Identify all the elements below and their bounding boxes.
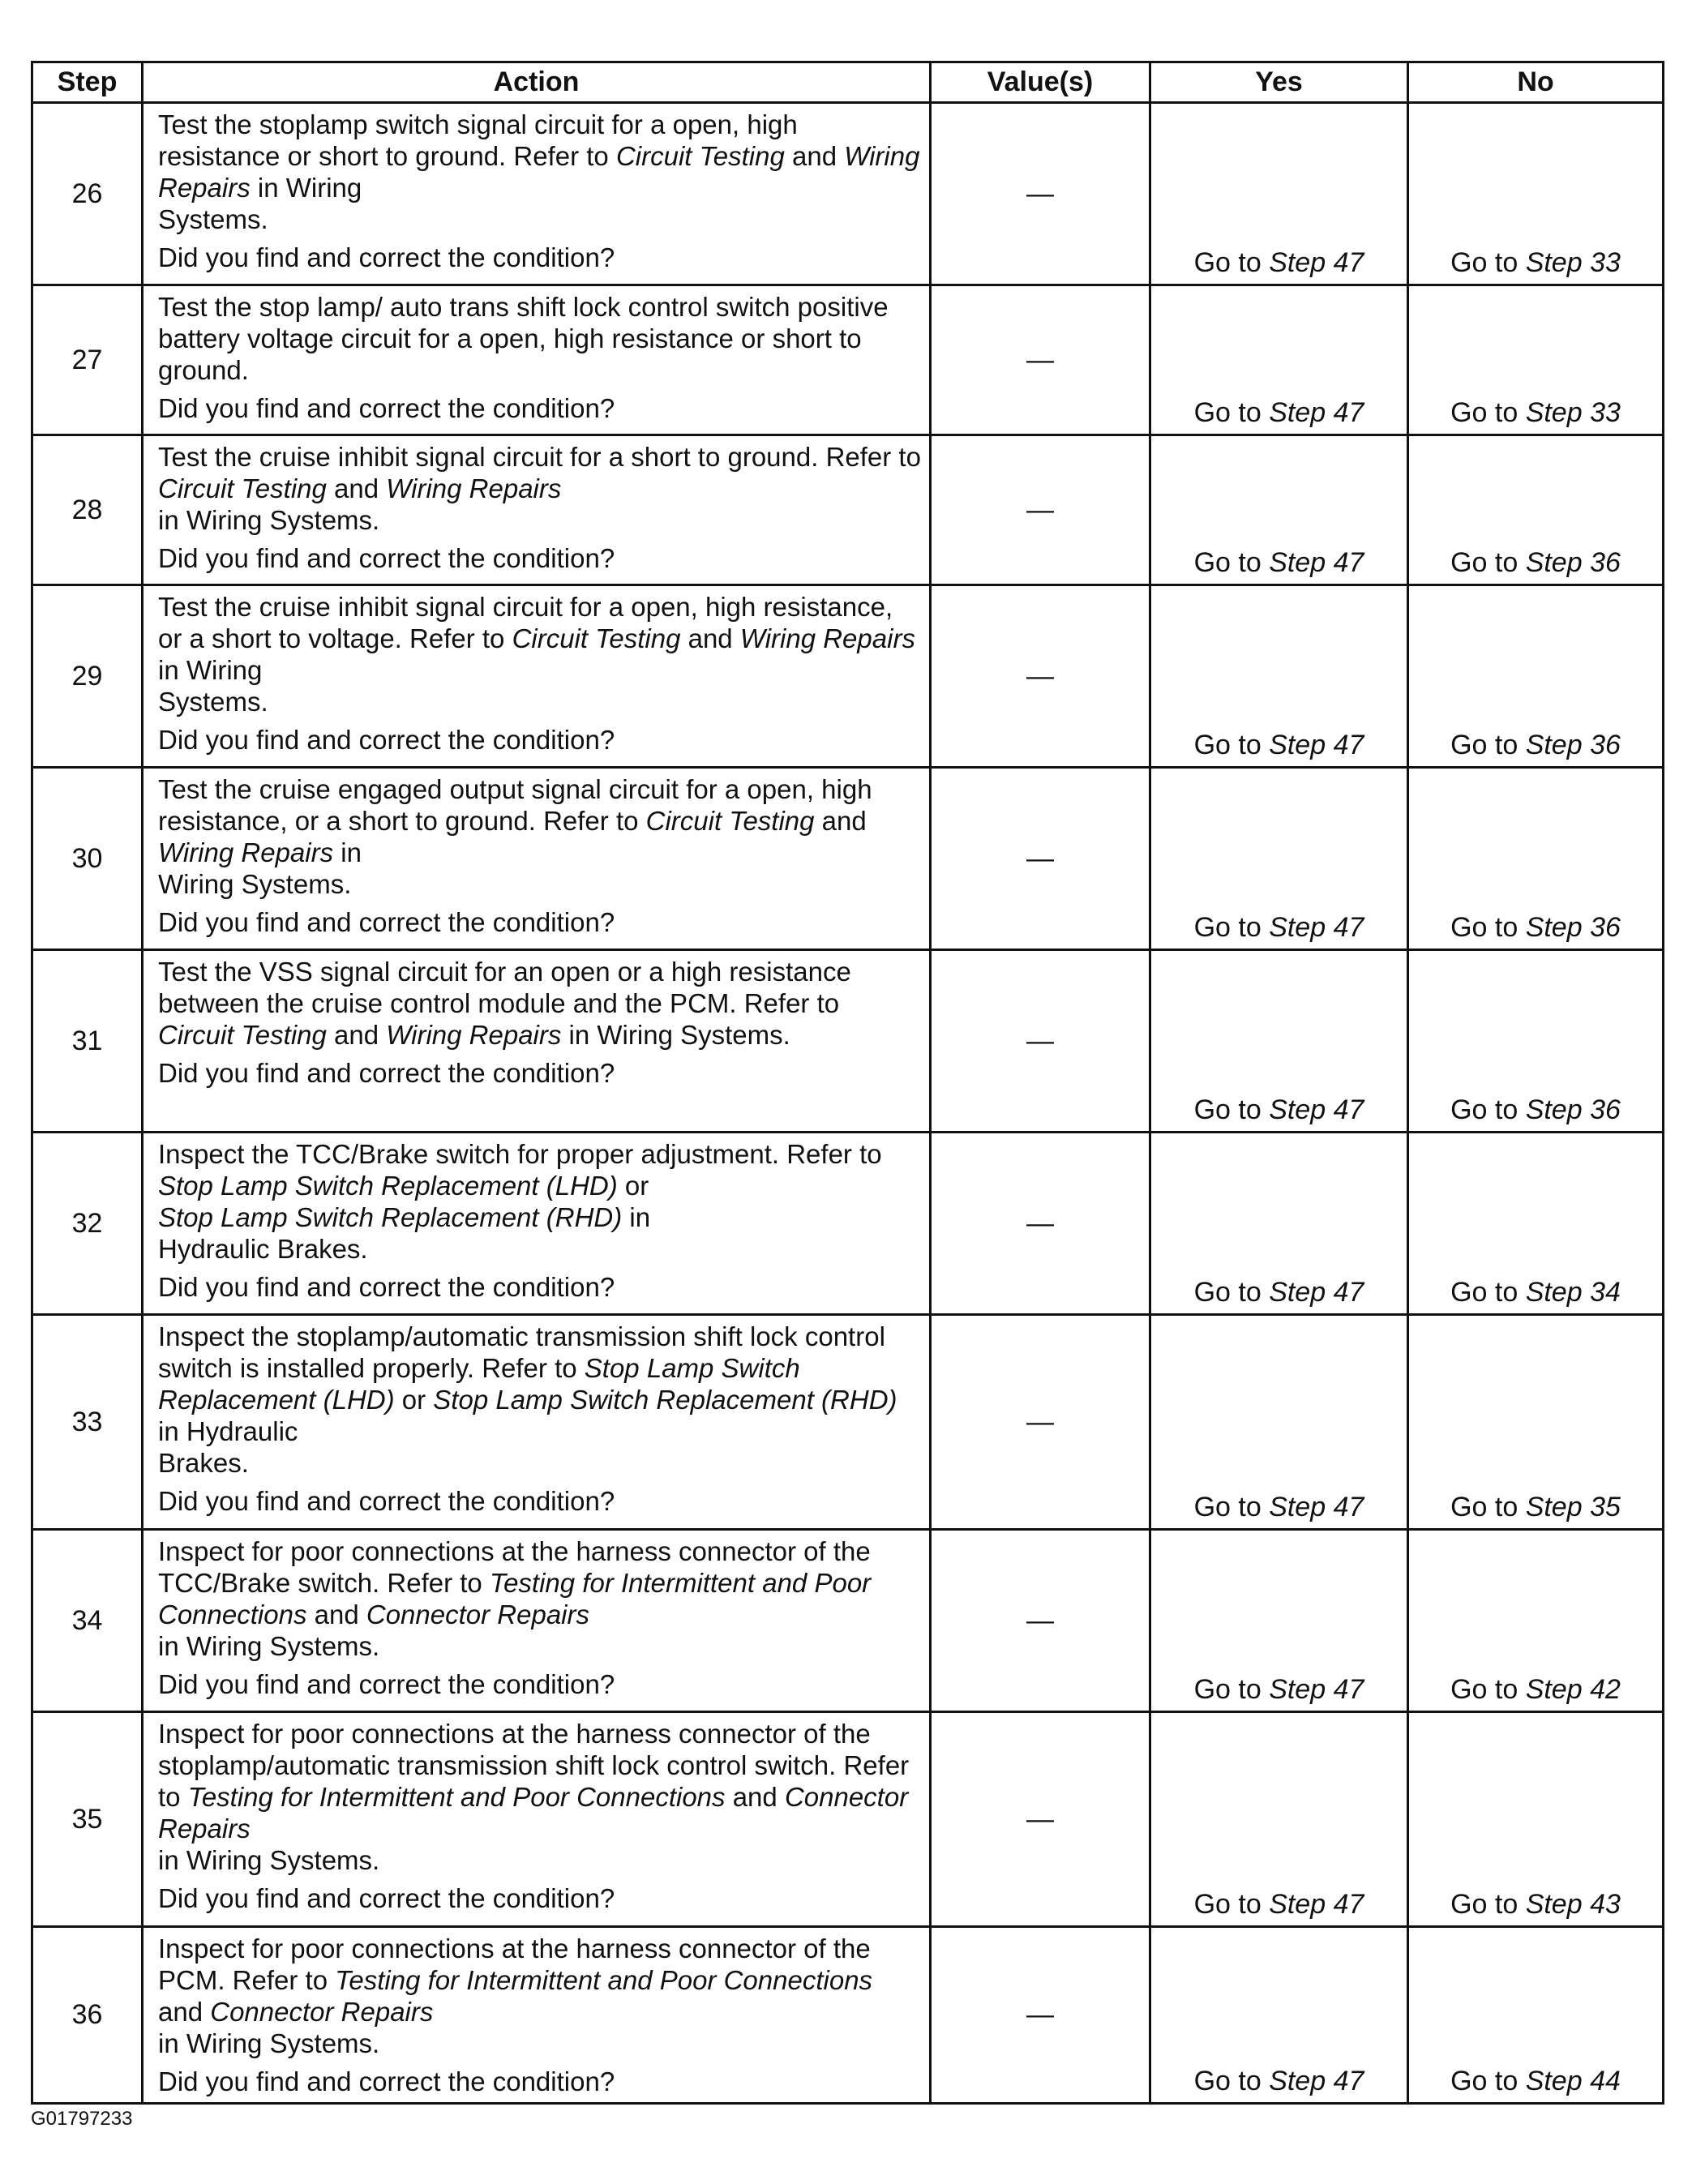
action-cell (143, 1133, 931, 1315)
no-step-ref: Step 43 (1525, 1889, 1621, 1920)
action-text: Inspect for poor connections at the harness connector of the PCM. Refer to Testing for Intermittent and Poor Connections and Connector Repairs in Wiring Systems. (158, 1933, 873, 2058)
action-question: Did you find and correct the condition? (158, 543, 615, 573)
table-row (32, 103, 1664, 285)
no-step-ref: Step 36 (1525, 912, 1621, 943)
no-cell: Go to Step 34 (1408, 1133, 1664, 1315)
no-step-ref: Step 36 (1525, 730, 1621, 760)
action-cell (143, 103, 931, 285)
action-text: Test the cruise inhibit signal circuit for a short to ground. Refer to Circuit Testing and Wiring Repairs in Wiring Systems. (158, 442, 921, 535)
figure-code: G01797233 (31, 2108, 133, 2130)
reference-link: Stop Lamp Switch Replacement (RHD) (158, 1202, 623, 1232)
table-header (32, 62, 1664, 103)
reference-link: Circuit Testing (158, 473, 327, 503)
yes-cell: Go to Step 47 (1150, 585, 1408, 768)
action-cell (143, 585, 931, 768)
yes-step-ref: Step 47 (1269, 730, 1364, 760)
reference-link: Circuit Testing (615, 141, 785, 171)
reference-link: Connector Repairs (210, 1997, 434, 2027)
no-step-ref: Step 36 (1525, 1094, 1621, 1125)
no-step-ref: Step 33 (1525, 247, 1621, 278)
yes-cell: Go to Step 47 (1150, 1927, 1408, 2104)
no-step-ref: Step 35 (1525, 1492, 1621, 1522)
reference-link: Wiring Repairs (158, 837, 334, 867)
reference-link: Wiring Repairs (739, 623, 915, 653)
no-cell: Go to Step 44 (1408, 1927, 1664, 2104)
no-cell: Go to Step 36 (1408, 950, 1664, 1133)
action-question: Did you find and correct the condition? (158, 1058, 615, 1088)
action-question: Did you find and correct the condition? (158, 393, 615, 423)
no-cell: Go to Step 36 (1408, 768, 1664, 950)
reference-link: Connector Repairs (158, 1782, 909, 1844)
value-cell: — (931, 950, 1150, 1133)
no-step-ref: Step 33 (1525, 397, 1621, 428)
step-cell: 32 (32, 1133, 143, 1315)
no-cell: Go to Step 36 (1408, 585, 1664, 768)
yes-step-ref: Step 47 (1269, 1492, 1364, 1522)
reference-link: Circuit Testing (512, 623, 681, 653)
value-cell: — (931, 1712, 1150, 1927)
yes-cell: Go to Step 47 (1150, 950, 1408, 1133)
yes-cell: Go to Step 47 (1150, 103, 1408, 285)
action-cell (143, 1927, 931, 2104)
header-step: Step (32, 62, 143, 103)
action-cell (143, 768, 931, 950)
action-cell (143, 1530, 931, 1712)
action-question: Did you find and correct the condition? (158, 1272, 615, 1302)
table-row (32, 1530, 1664, 1712)
reference-link: Stop Lamp Switch Replacement (LHD) (158, 1353, 800, 1415)
action-question: Did you find and correct the condition? (158, 242, 615, 272)
action-cell (143, 1712, 931, 1927)
no-cell: Go to Step 33 (1408, 103, 1664, 285)
reference-link: Stop Lamp Switch Replacement (LHD) (158, 1171, 618, 1201)
reference-link: Wiring Repairs (386, 473, 562, 503)
action-question: Did you find and correct the condition? (158, 1486, 615, 1516)
action-text: Inspect for poor connections at the harness connector of the TCC/Brake switch. Refer to Testing for Intermittent and Poor Connections and Connector Repairs in Wiring Systems. (158, 1536, 872, 1661)
yes-cell: Go to Step 47 (1150, 1315, 1408, 1530)
header-yes: Yes (1150, 62, 1408, 103)
value-cell: — (931, 585, 1150, 768)
yes-step-ref: Step 47 (1269, 1889, 1364, 1920)
header-no: No (1408, 62, 1664, 103)
action-question: Did you find and correct the condition? (158, 1883, 615, 1913)
header-values: Value(s) (931, 62, 1150, 103)
yes-step-ref: Step 47 (1269, 397, 1364, 428)
value-cell: — (931, 1133, 1150, 1315)
value-cell: — (931, 1530, 1150, 1712)
step-cell: 29 (32, 585, 143, 768)
reference-link: Testing for Intermittent and Poor Connections (335, 1965, 873, 1995)
action-text: Inspect the TCC/Brake switch for proper adjustment. Refer to Stop Lamp Switch Replacement (LHD) or Stop Lamp Switch Replacement (RHD) in Hydraulic Brakes. (158, 1139, 882, 1264)
no-cell: Go to Step 43 (1408, 1712, 1664, 1927)
action-cell (143, 285, 931, 435)
no-step-ref: Step 36 (1525, 547, 1621, 578)
reference-link: Testing for Intermittent and Poor Connections (158, 1568, 872, 1629)
reference-link: Circuit Testing (158, 1020, 327, 1050)
action-cell (143, 950, 931, 1133)
yes-step-ref: Step 47 (1269, 247, 1364, 278)
action-question: Did you find and correct the condition? (158, 2066, 615, 2096)
reference-link: Connector Repairs (366, 1599, 589, 1629)
step-cell: 28 (32, 435, 143, 585)
yes-step-ref: Step 47 (1269, 912, 1364, 943)
table-row (32, 285, 1664, 435)
no-step-ref: Step 44 (1525, 2066, 1621, 2096)
yes-step-ref: Step 47 (1269, 1277, 1364, 1308)
action-text: Test the stop lamp/ auto trans shift lock control switch positive battery voltage circuit for a open, high resistance or short to ground. (158, 292, 889, 385)
action-text: Inspect for poor connections at the harness connector of the stoplamp/automatic transmission shift lock control switch. Refer to Testing for Intermittent and Poor Connections and Connector Repairs in Wiring Systems. (158, 1719, 910, 1875)
value-cell: — (931, 1315, 1150, 1530)
no-cell: Go to Step 42 (1408, 1530, 1664, 1712)
value-cell: — (931, 285, 1150, 435)
reference-link: Circuit Testing (645, 806, 815, 836)
action-cell (143, 435, 931, 585)
table-row (32, 585, 1664, 768)
step-cell: 33 (32, 1315, 143, 1530)
action-text: Test the cruise engaged output signal circuit for a open, high resistance, or a short to ground. Refer to Circuit Testing and Wiring Repairs in Wiring Systems. (158, 774, 872, 899)
step-cell: 26 (32, 103, 143, 285)
yes-cell: Go to Step 47 (1150, 1530, 1408, 1712)
action-cell (143, 1315, 931, 1530)
action-text: Test the cruise inhibit signal circuit for a open, high resistance, or a short to voltage. Refer to Circuit Testing and Wiring Repairs in Wiring Systems. (158, 592, 915, 717)
step-cell: 27 (32, 285, 143, 435)
value-cell: — (931, 1927, 1150, 2104)
yes-step-ref: Step 47 (1269, 2066, 1364, 2096)
reference-link: Testing for Intermittent and Poor Connections (187, 1782, 726, 1812)
step-cell: 30 (32, 768, 143, 950)
yes-step-ref: Step 47 (1269, 1674, 1364, 1705)
action-text: Test the VSS signal circuit for an open or a high resistance between the cruise control module and the PCM. Refer to Circuit Testing and Wiring Repairs in Wiring Systems. (158, 957, 851, 1050)
step-cell: 34 (32, 1530, 143, 1712)
yes-cell: Go to Step 47 (1150, 768, 1408, 950)
no-cell: Go to Step 36 (1408, 435, 1664, 585)
table-row (32, 1133, 1664, 1315)
action-question: Did you find and correct the condition? (158, 907, 615, 937)
yes-cell: Go to Step 47 (1150, 1133, 1408, 1315)
step-cell: 31 (32, 950, 143, 1133)
yes-cell: Go to Step 47 (1150, 285, 1408, 435)
table-row (32, 768, 1664, 950)
no-cell: Go to Step 35 (1408, 1315, 1664, 1530)
yes-step-ref: Step 47 (1269, 547, 1364, 578)
no-step-ref: Step 34 (1525, 1277, 1621, 1308)
no-step-ref: Step 42 (1525, 1674, 1621, 1705)
action-question: Did you find and correct the condition? (158, 1669, 615, 1699)
action-text: Test the stoplamp switch signal circuit for a open, high resistance or short to ground. Refer to Circuit Testing and Wiring Repairs in Wiring Systems. (158, 109, 920, 234)
diagnostic-table (31, 61, 1664, 2105)
reference-link: Wiring Repairs (386, 1020, 562, 1050)
action-question: Did you find and correct the condition? (158, 725, 615, 755)
table-row (32, 1315, 1664, 1530)
table-row (32, 1712, 1664, 1927)
step-cell: 35 (32, 1712, 143, 1927)
reference-link: Wiring Repairs (158, 141, 920, 203)
step-cell: 36 (32, 1927, 143, 2104)
no-cell: Go to Step 33 (1408, 285, 1664, 435)
table-body (32, 103, 1664, 2104)
action-text: Inspect the stoplamp/automatic transmission shift lock control switch is installed properly. Refer to Stop Lamp Switch Replacement (LHD) or Stop Lamp Switch Replacement (RHD) in Hydraulic Brakes. (158, 1321, 897, 1478)
header-action: Action (143, 62, 931, 103)
table-row (32, 435, 1664, 585)
value-cell: — (931, 103, 1150, 285)
value-cell: — (931, 768, 1150, 950)
yes-cell: Go to Step 47 (1150, 435, 1408, 585)
value-cell: — (931, 435, 1150, 585)
yes-cell: Go to Step 47 (1150, 1712, 1408, 1927)
reference-link: Stop Lamp Switch Replacement (RHD) (433, 1385, 897, 1415)
yes-step-ref: Step 47 (1269, 1094, 1364, 1125)
table-row (32, 1927, 1664, 2104)
table-row (32, 950, 1664, 1133)
